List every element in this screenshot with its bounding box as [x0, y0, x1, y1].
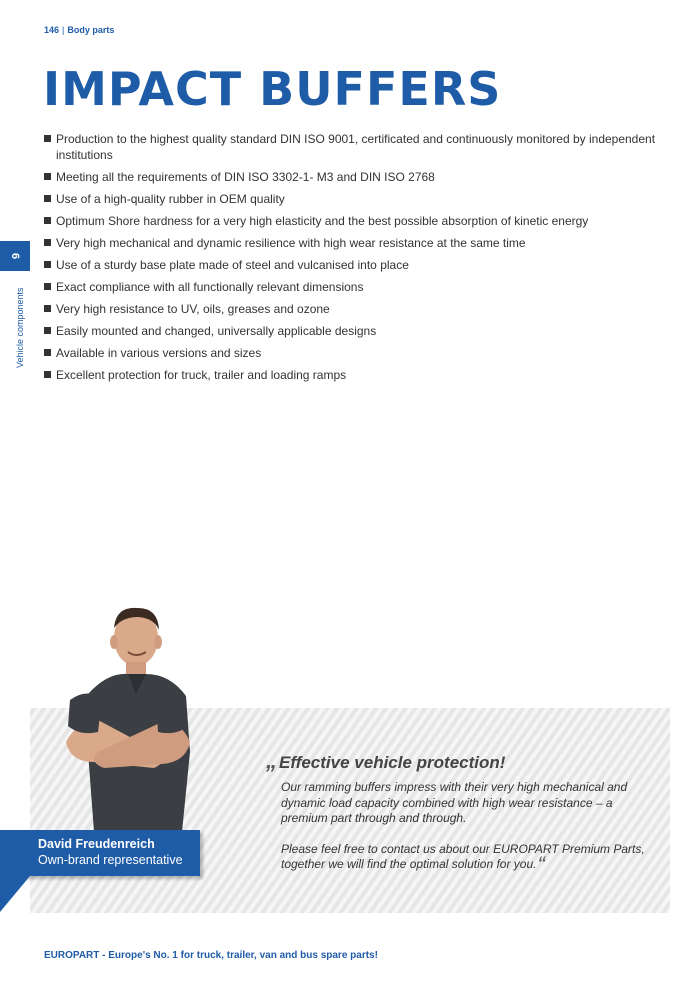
closing-quote-mark: “	[537, 852, 545, 877]
chapter-tab[interactable]	[0, 241, 30, 271]
list-item: Excellent protection for truck, trailer and loading ramps	[44, 367, 656, 383]
page-title: IMPACT BUFFERS	[43, 62, 502, 116]
page-footer: EUROPART - Europe's No. 1 for truck, trailer, van and bus spare parts!	[44, 950, 378, 961]
opening-quote-mark: „	[266, 748, 277, 773]
header-separator: |	[62, 25, 65, 35]
square-bullet-icon	[44, 195, 51, 202]
representative-photo	[58, 602, 198, 832]
representative-name: David Freudenreich	[38, 837, 155, 851]
page-header	[44, 25, 114, 35]
representative-namecard	[0, 830, 200, 876]
list-item: Optimum Shore hardness for a very high elasticity and the best possible absorption of kinetic energy	[44, 213, 656, 229]
list-item: Available in various versions and sizes	[44, 345, 656, 361]
quote-headline: Effective vehicle protection!	[279, 753, 506, 772]
quote-title	[266, 748, 505, 774]
square-bullet-icon	[44, 327, 51, 334]
list-item: Exact compliance with all functionally relevant dimensions	[44, 279, 656, 295]
quote-text	[281, 780, 651, 888]
page-number: 146	[44, 25, 60, 35]
square-bullet-icon	[44, 261, 51, 268]
quote-paragraph: Our ramming buffers impress with their very high mechanical and dynamic load capacity combined with high wear resistance – a premium part through and through.	[281, 780, 628, 825]
square-bullet-icon	[44, 217, 51, 224]
list-item: Easily mounted and changed, universally applicable designs	[44, 323, 656, 339]
square-bullet-icon	[44, 283, 51, 290]
feature-list	[44, 131, 656, 389]
square-bullet-icon	[44, 349, 51, 356]
list-item: Meeting all the requirements of DIN ISO 3302-1- M3 and DIN ISO 2768	[44, 169, 656, 185]
square-bullet-icon	[44, 305, 51, 312]
quote-paragraph: Please feel free to contact us about our EUROPART Premium Parts, together we will find the optimal solution for you.“	[281, 841, 645, 877]
section-name: Body parts	[67, 25, 115, 35]
list-item: Use of a high-quality rubber in OEM quality	[44, 191, 656, 207]
chapter-number: 6	[9, 252, 21, 260]
list-item: Use of a sturdy base plate made of steel and vulcanised into place	[44, 257, 656, 273]
square-bullet-icon	[44, 135, 51, 142]
list-item: Very high mechanical and dynamic resilience with high wear resistance at the same time	[44, 235, 656, 251]
square-bullet-icon	[44, 239, 51, 246]
representative-role: Own-brand representative	[38, 853, 183, 867]
list-item: Production to the highest quality standard DIN ISO 9001, certificated and continuously monitored by independent institutions	[44, 131, 656, 163]
square-bullet-icon	[44, 173, 51, 180]
square-bullet-icon	[44, 371, 51, 378]
corner-triangle	[0, 876, 30, 912]
list-item: Very high resistance to UV, oils, greases and ozone	[44, 301, 656, 317]
